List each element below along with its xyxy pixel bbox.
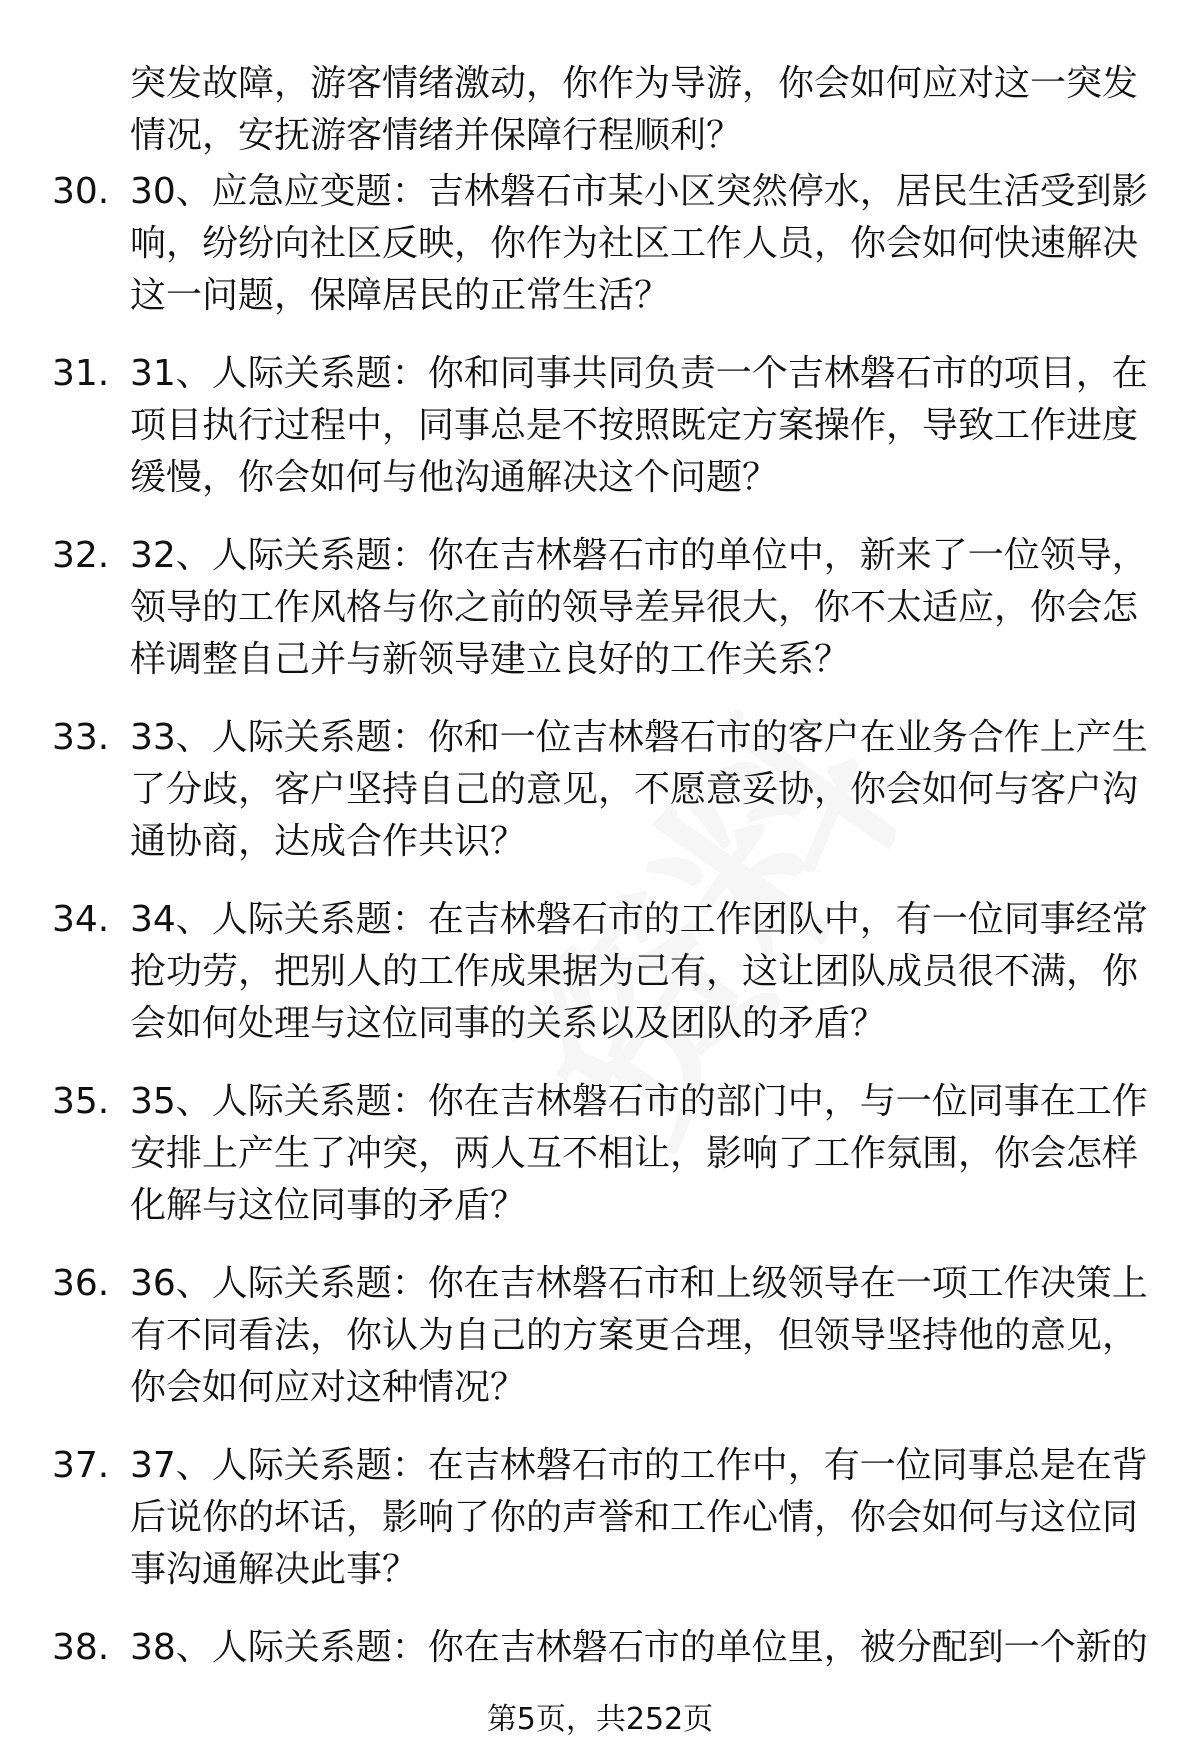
page-number-footer: 第5页，共252页 xyxy=(486,1702,714,1737)
question-number: 33. xyxy=(52,717,110,758)
text-line: 化解与这位同事的矛盾？ xyxy=(130,1185,527,1226)
text-line: 你会如何应对这种情况？ xyxy=(130,1367,527,1408)
question-text xyxy=(130,1076,1150,1232)
question-text xyxy=(130,166,1150,322)
text-line: 37、人际关系题：在吉林磐石市的工作中，有一位同事总是在背 xyxy=(130,1445,1148,1486)
text-line: 样调整自己并与新领导建立良好的工作关系？ xyxy=(130,639,851,680)
question-text xyxy=(130,1258,1150,1414)
question-number: 34. xyxy=(52,899,110,940)
text-line: 34、人际关系题：在吉林磐石市的工作团队中，有一位同事经常 xyxy=(130,899,1148,940)
question-number: 36. xyxy=(52,1263,110,1304)
text-line: 31、人际关系题：你和同事共同负责一个吉林磐石市的项目，在 xyxy=(130,353,1148,394)
text-line: 抢功劳，把别人的工作成果据为己有，这让团队成员很不满，你 xyxy=(130,951,1139,992)
text-line: 了分歧，客户坚持自己的意见，不愿意妥协，你会如何与客户沟 xyxy=(130,769,1139,810)
text-line: 会如何处理与这位同事的关系以及团队的矛盾？ xyxy=(130,1003,887,1044)
question-text xyxy=(130,712,1150,868)
question-number: 31. xyxy=(52,353,110,394)
question-text xyxy=(130,348,1150,504)
question-text xyxy=(130,1622,1150,1674)
text-line: 后说你的坏话，影响了你的声誉和工作心情，你会如何与这位同 xyxy=(130,1497,1139,1538)
text-line: 响，纷纷向社区反映，你作为社区工作人员，你会如何快速解决 xyxy=(130,223,1139,264)
text-line: 突发故障，游客情绪激动，你作为导游，你会如何应对这一突发 xyxy=(130,63,1139,104)
question-text xyxy=(130,1440,1150,1596)
question-text xyxy=(130,530,1150,686)
text-line: 35、人际关系题：你在吉林磐石市的部门中，与一位同事在工作 xyxy=(130,1081,1148,1122)
text-line: 33、人际关系题：你和一位吉林磐石市的客户在业务合作上产生 xyxy=(130,717,1148,758)
question-number: 30. xyxy=(52,171,110,212)
continued-question-text xyxy=(130,58,1150,162)
text-line: 36、人际关系题：你在吉林磐石市和上级领导在一项工作决策上 xyxy=(130,1263,1148,1304)
text-line: 通协商，达成合作共识？ xyxy=(130,821,527,862)
text-line: 38、人际关系题：你在吉林磐石市的单位里，被分配到一个新的 xyxy=(130,1627,1148,1668)
text-line: 有不同看法，你认为自己的方案更合理，但领导坚持他的意见， xyxy=(130,1315,1139,1356)
question-number: 37. xyxy=(52,1445,110,1486)
text-line: 安排上产生了冲突，两人互不相让，影响了工作氛围，你会怎样 xyxy=(130,1133,1139,1174)
text-line: 事沟通解决此事？ xyxy=(130,1549,419,1590)
question-number: 35. xyxy=(52,1081,110,1122)
text-line: 情况，安抚游客情绪并保障行程顺利？ xyxy=(130,115,743,156)
question-number: 38. xyxy=(52,1627,110,1668)
text-line: 项目执行过程中，同事总是不按照既定方案操作，导致工作进度 xyxy=(130,405,1139,446)
text-line: 领导的工作风格与你之前的领导差异很大，你不太适应，你会怎 xyxy=(130,587,1139,628)
question-number: 32. xyxy=(52,535,110,576)
text-line: 这一问题，保障居民的正常生活？ xyxy=(130,275,671,316)
text-line: 30、应急应变题：吉林磐石市某小区突然停水，居民生活受到影 xyxy=(130,171,1148,212)
text-line: 32、人际关系题：你在吉林磐石市的单位中，新来了一位领导， xyxy=(130,535,1148,576)
question-text xyxy=(130,894,1150,1050)
text-line: 缓慢，你会如何与他沟通解决这个问题？ xyxy=(130,457,779,498)
